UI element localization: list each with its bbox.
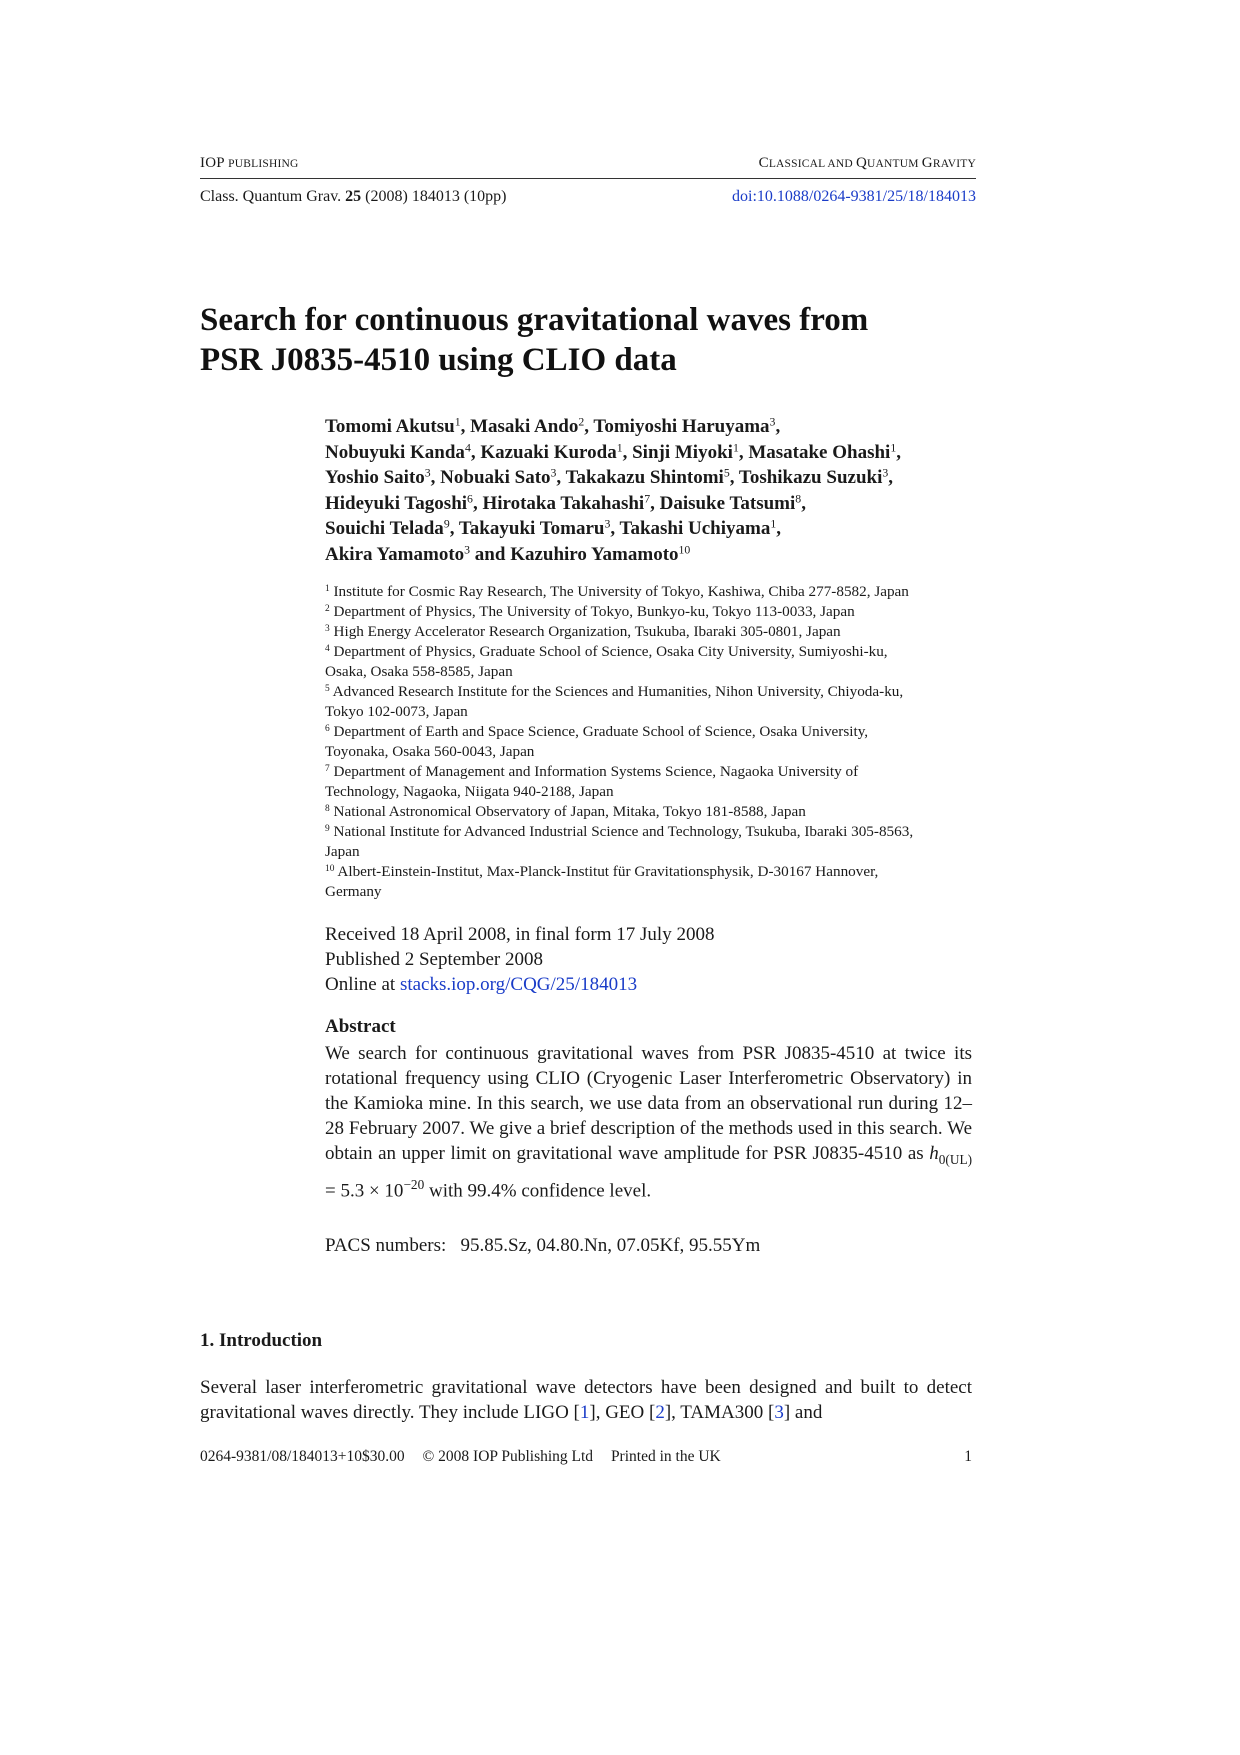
- affiliation-item: $^7$ Department of Management and Information Systems Science, Nagaoka University of Technology, Nagaoka, Niigata 940-2188, Japan: [325, 763, 859, 800]
- author-affiliation-mark: 7: [644, 492, 651, 506]
- author-affiliation-mark: 1: [890, 441, 897, 455]
- citation: Class. Quantum Grav. 25 (2008) 184013 (10pp): [200, 188, 507, 205]
- author-affiliation-mark: 4: [464, 441, 471, 455]
- author-name: Yoshio Saito: [325, 467, 425, 488]
- author-affiliation-mark: 3: [424, 466, 431, 480]
- author-affiliation-mark: 1: [770, 517, 777, 531]
- author-name: Takashi Uchiyama: [619, 518, 771, 539]
- paper-title: Search for continuous gravitational waves from PSR J0835-4510 using CLIO data: [200, 302, 869, 378]
- abstract-heading: Abstract: [325, 1016, 396, 1037]
- author-affiliation-mark: 1: [454, 415, 461, 429]
- author-name: Toshikazu Suzuki: [738, 467, 883, 488]
- affiliation-item: $^1$ Institute for Cosmic Ray Research, The University of Tokyo, Kashiwa, Chiba 277-8582, Japan: [325, 583, 909, 600]
- author-name: Sinji Miyoki: [632, 441, 733, 463]
- affiliation-item: $^8$ National Astronomical Observatory of Japan, Mitaka, Tokyo 181-8588, Japan: [325, 803, 806, 820]
- affiliation-item: $^2$ Department of Physics, The University of Tokyo, Bunkyo-ku, Tokyo 113-0033, Japan: [325, 603, 855, 620]
- author-affiliation-mark: 9: [443, 517, 450, 531]
- author-name: Takayuki Tomaru: [458, 518, 605, 539]
- affiliation-item: $^5$ Advanced Research Institute for the Sciences and Humanities, Nihon University, Chiyoda-ku, Tokyo 102-0073, Japan: [325, 683, 904, 720]
- author-list: Tomomi Akutsu$^1$, Masaki Ando$^2$, Tomiyoshi Haruyama$^3$, Nobuyuki Kanda$^4$, Kazuaki Kuroda$^1$, Sinji Miyoki$^1$, Masatake Ohashi$^1$, Yoshio Saito$^3$, Nobuaki Sato$^3$, Takakazu Shintomi$^5$, Toshikazu Suzuki$^3$, Hideyuki Tagoshi$^6$, Hirotaka Takahashi$^7$, Daisuke Tatsumi$^8$, Souichi Telada$^9$, Takayuki Tomaru$^3$, Takashi Uchiyama$^1$, Akira Yamamoto$^3$ and Kazuhiro Yamamoto$^{10}$: [325, 415, 901, 565]
- author-name: Daisuke Tatsumi: [659, 492, 796, 514]
- journal-name: CLASSICAL AND QUANTUM GRAVITY: [758, 155, 976, 171]
- author-affiliation-mark: 2: [578, 415, 585, 429]
- doi-link[interactable]: doi:10.1088/0264-9381/25/18/184013: [732, 188, 976, 205]
- introduction-text: Several laser interferometric gravitational wave detectors have been designed and built to detect gravitational waves directly. They include LIGO [1], GEO [2], TAMA300 [3] and: [200, 1377, 972, 1423]
- author-name: Akira Yamamoto: [325, 543, 465, 565]
- author-name: Masatake Ohashi: [748, 441, 891, 463]
- footer-info: [200, 1448, 735, 1466]
- author-name: Tomomi Akutsu: [325, 416, 455, 437]
- online-line: Online at stacks.iop.org/CQG/25/184013: [325, 974, 638, 995]
- author-name: Nobuaki Sato: [440, 467, 551, 488]
- author-affiliation-mark: 3: [882, 466, 889, 480]
- author-affiliation-mark: 3: [769, 415, 776, 429]
- author-affiliation-mark: 5: [723, 466, 730, 480]
- footer-issn: 0264-9381/08/184013+10$30.00: [200, 1448, 405, 1465]
- received-date: Received 18 April 2008, in final form 17 July 2008: [325, 924, 715, 945]
- publication-dates: [325, 922, 714, 997]
- header-rule: [200, 178, 976, 179]
- author-affiliation-mark: 3: [604, 517, 611, 531]
- author-name: Hirotaka Takahashi: [482, 492, 645, 514]
- pacs-numbers: PACS numbers: 95.85.Sz, 04.80.Nn, 07.05Kf, 95.55Ym: [325, 1235, 761, 1256]
- author-name: Kazuaki Kuroda: [480, 441, 617, 463]
- online-link[interactable]: stacks.iop.org/CQG/25/184013: [399, 974, 638, 995]
- affiliation-item: $^6$ Department of Earth and Space Science, Graduate School of Science, Osaka University, Toyonaka, Osaka 560-0043, Japan: [325, 723, 869, 760]
- author-affiliation-mark: 3: [464, 543, 471, 557]
- author-affiliation-mark: 3: [550, 466, 557, 480]
- footer-copyright: © 2008 IOP Publishing Ltd: [422, 1448, 594, 1465]
- reference-link[interactable]: 3: [774, 1402, 784, 1423]
- affiliation-item: $^3$ High Energy Accelerator Research Organization, Tsukuba, Ibaraki 305-0801, Japan: [325, 623, 841, 640]
- affiliation-item: $^{10}$ Albert-Einstein-Institut, Max-Planck-Institut für Gravitationsphysik, D-30167 Hannover, Germany: [325, 863, 879, 900]
- reference-link[interactable]: 2: [655, 1402, 665, 1423]
- author-name: Souichi Telada: [325, 518, 444, 539]
- abstract-text: We search for continuous gravitational waves from PSR J0835-4510 at twice its rotational frequency using CLIO (Cryogenic Laser Interferometric Observatory) in the Kamioka mine. In this search, we use data from an observational run during 12–28 February 2007. We give a brief description of the methods used in this search. We obtain an upper limit on gravitational wave amplitude for PSR J0835-4510 as $h_{0(UL)} = 5.3 \times 10^{-20}$ with 99.4% confidence level.: [325, 1043, 972, 1202]
- footer-printed: Printed in the UK: [610, 1448, 721, 1465]
- page-number: 1: [964, 1448, 972, 1465]
- author-affiliation-mark: 1: [732, 441, 739, 455]
- author-name: Masaki Ando: [470, 416, 579, 437]
- author-name: Nobuyuki Kanda: [325, 441, 465, 463]
- section-heading-introduction: 1. Introduction: [200, 1330, 323, 1351]
- author-affiliation-mark: 10: [678, 543, 691, 557]
- author-name: Kazuhiro Yamamoto: [510, 543, 679, 565]
- reference-link[interactable]: 1: [579, 1402, 590, 1423]
- affiliation-item: $^9$ National Institute for Advanced Industrial Science and Technology, Tsukuba, Ibaraki 305-8563, Japan: [325, 823, 914, 860]
- author-name: Takakazu Shintomi: [565, 467, 724, 488]
- author-affiliation-mark: 1: [616, 441, 623, 455]
- author-name: Tomiyoshi Haruyama: [593, 416, 770, 437]
- author-affiliation-mark: 6: [467, 492, 473, 506]
- affiliation-item: $^4$ Department of Physics, Graduate School of Science, Osaka City University, Sumiyoshi-ku, Osaka, Osaka 558-8585, Japan: [325, 643, 888, 680]
- affiliation-list: [325, 582, 985, 902]
- author-affiliation-mark: 8: [795, 492, 802, 506]
- author-name: Hideyuki Tagoshi: [325, 492, 468, 514]
- publisher-name: IOP PUBLISHING: [200, 155, 299, 171]
- published-date: Published 2 September 2008: [325, 949, 543, 970]
